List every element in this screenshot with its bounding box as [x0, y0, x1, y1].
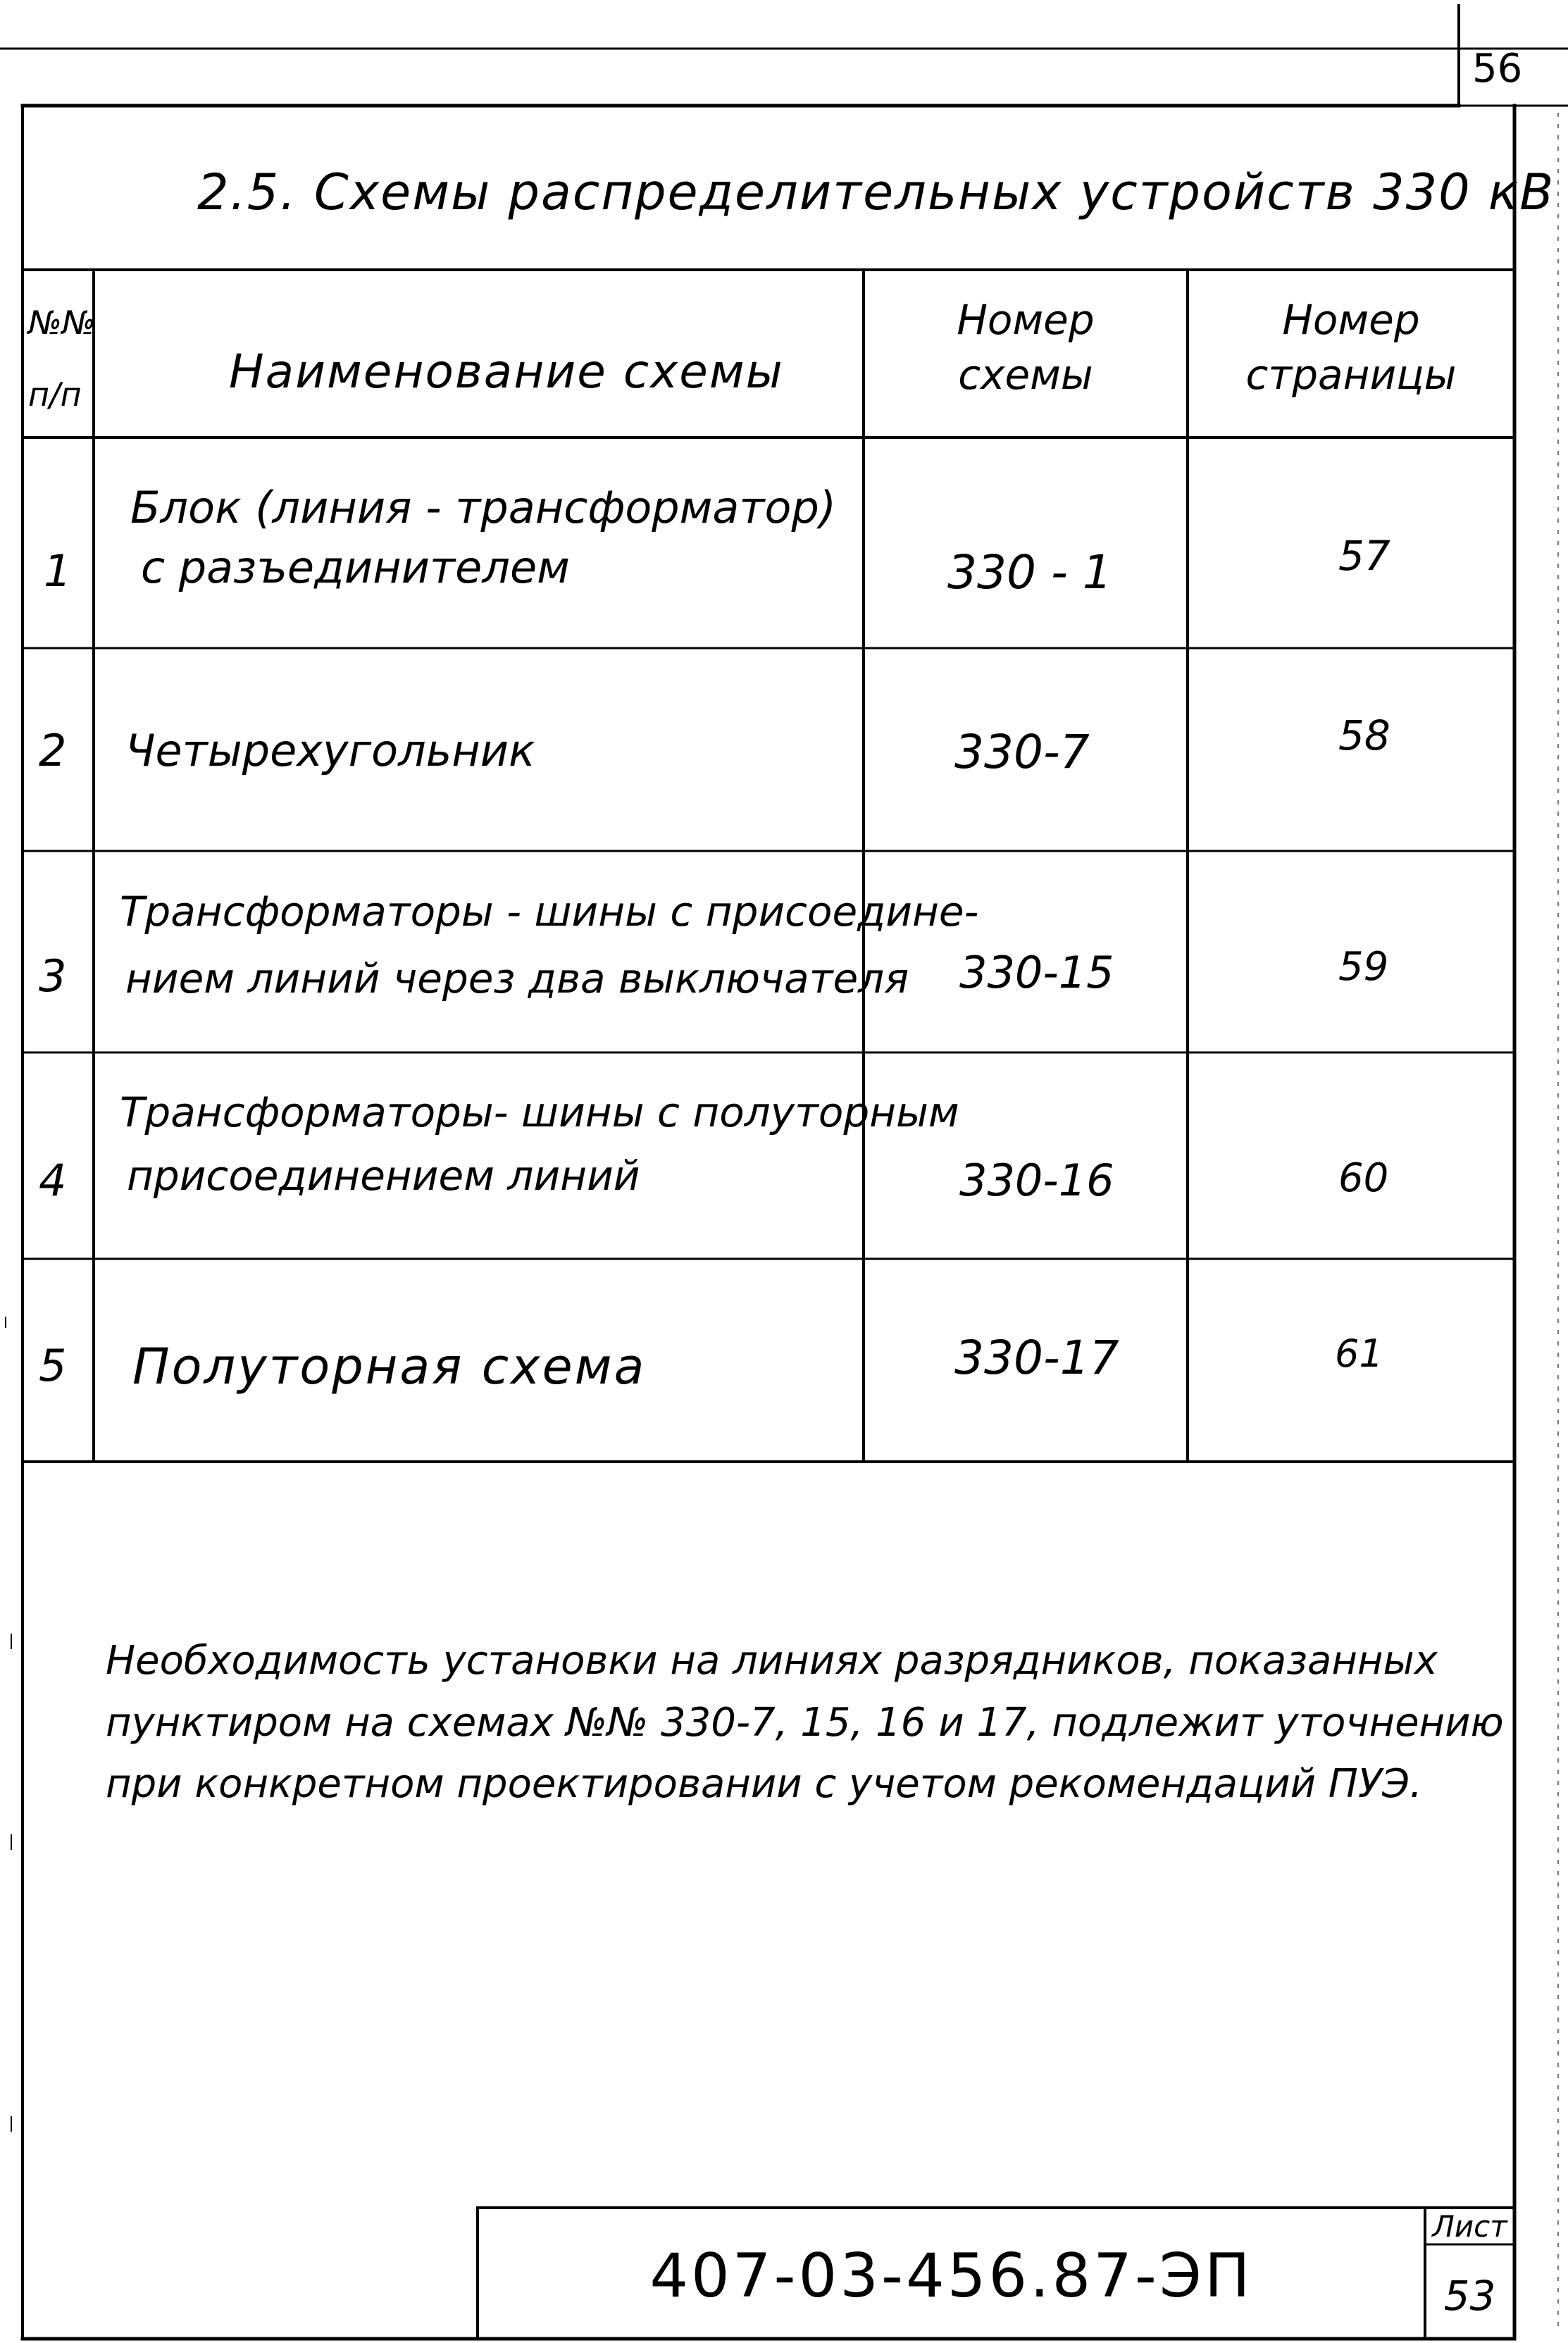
row-name-line2: с разъединителем — [141, 542, 570, 593]
sheet-number: 53 — [1443, 2272, 1496, 2320]
header-page-number-line1: Номер — [1282, 296, 1420, 344]
row-page-number: 61 — [1335, 1331, 1383, 1376]
document-code: 407-03-456.87-ЭП — [649, 2241, 1253, 2311]
header-scheme-number-line2: схемы — [958, 351, 1093, 399]
row-scheme-number: 330-16 — [959, 1155, 1114, 1206]
row-page-number: 59 — [1338, 944, 1389, 990]
row-index: 5 — [39, 1340, 67, 1391]
row-page-number: 60 — [1338, 1155, 1389, 1201]
note-line: при конкретном проектировании с учетом рекомендаций ПУЭ. — [106, 1761, 1422, 1807]
row-name-line2: присоединением линий — [127, 1152, 640, 1200]
note-line: Необходимость установки на линиях разрядников, показанных — [106, 1638, 1438, 1684]
row-index: 2 — [39, 725, 67, 776]
header-name: Наименование схемы — [229, 344, 784, 399]
header-index-line1: №№ — [28, 304, 96, 342]
row-name-line1: Трансформаторы- шины с полуторным — [120, 1088, 959, 1136]
row-scheme-number: 330 - 1 — [947, 545, 1112, 599]
row-page-number: 57 — [1338, 532, 1390, 580]
row-index: 4 — [39, 1155, 67, 1206]
header-scheme-number-line1: Номер — [957, 296, 1095, 344]
row-name-line1: Четырехугольник — [125, 725, 535, 776]
row-scheme-number: 330-17 — [954, 1331, 1119, 1385]
row-scheme-number: 330-15 — [959, 947, 1114, 998]
header-index-line2: п/п — [28, 375, 82, 414]
row-index: 3 — [39, 950, 67, 1002]
row-name-line1: Трансформаторы - шины с присоедине- — [120, 888, 979, 936]
row-name-line1: Полуторная схема — [132, 1338, 647, 1396]
row-name-line2: нием линий через два выключателя — [125, 955, 909, 1002]
page-number: 56 — [1472, 46, 1523, 92]
sheet-label: Лист — [1432, 2209, 1507, 2244]
row-index: 1 — [44, 545, 72, 597]
row-scheme-number: 330-7 — [954, 725, 1090, 779]
row-name-line1: Блок (линия - трансформатор) — [130, 482, 837, 533]
header-page-number-line2: страницы — [1245, 351, 1457, 399]
section-title: 2.5. Схемы распределительных устройств 330 кВ — [197, 163, 1555, 221]
row-page-number: 58 — [1338, 711, 1390, 759]
note-line: пунктиром на схемах №№ 330-7, 15, 16 и 17, подлежит уточнению — [106, 1700, 1504, 1746]
